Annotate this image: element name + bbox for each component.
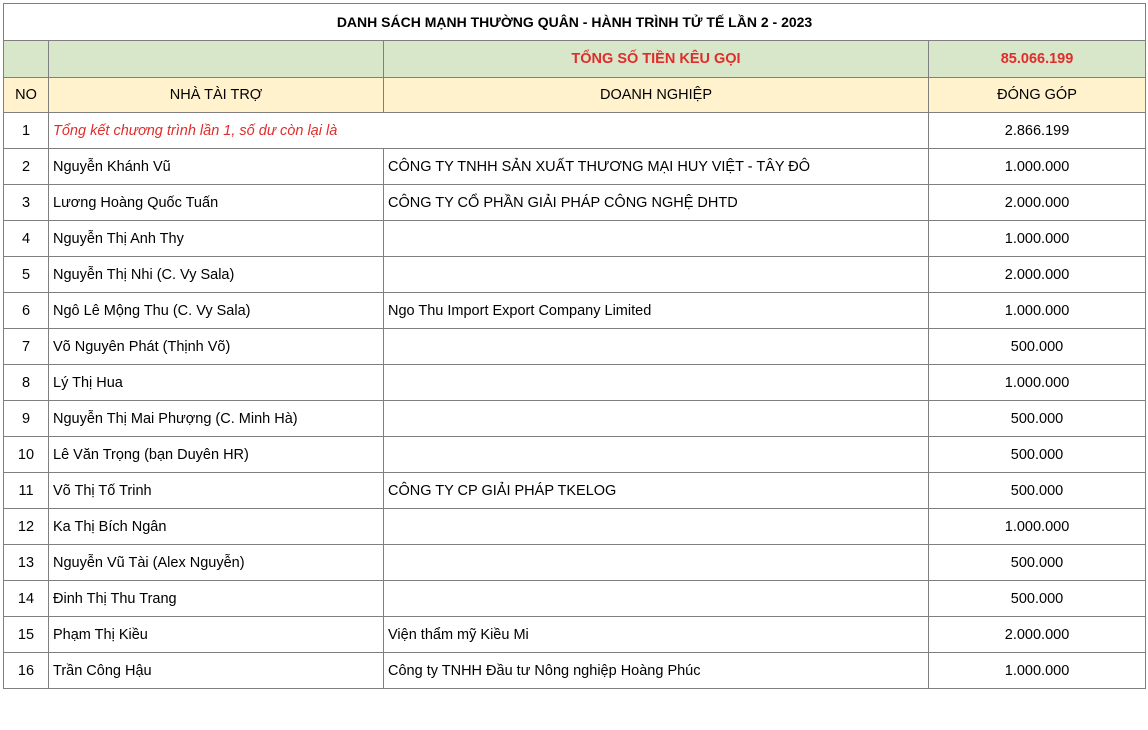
amount-cell[interactable]: 1.000.000 [929, 293, 1146, 329]
amount-cell[interactable]: 1.000.000 [929, 653, 1146, 689]
row-number[interactable]: 6 [4, 293, 49, 329]
table-row [4, 545, 1146, 581]
company-cell[interactable] [384, 437, 929, 473]
sponsor-table [3, 3, 1146, 689]
table-row [4, 221, 1146, 257]
amount-cell[interactable]: 1.000.000 [929, 221, 1146, 257]
amount-cell[interactable]: 2.000.000 [929, 257, 1146, 293]
amount-cell[interactable]: 2.000.000 [929, 617, 1146, 653]
company-cell[interactable]: Viện thẩm mỹ Kiều Mi [384, 617, 929, 653]
title-row [4, 4, 1146, 41]
row-number[interactable]: 1 [4, 113, 49, 149]
table-row [4, 617, 1146, 653]
summary-cell-sponsor[interactable] [49, 41, 384, 78]
amount-cell[interactable]: 500.000 [929, 581, 1146, 617]
amount-cell[interactable]: 2.000.000 [929, 185, 1146, 221]
row-number[interactable]: 9 [4, 401, 49, 437]
row-number[interactable]: 4 [4, 221, 49, 257]
table-row [4, 113, 1146, 149]
sponsor-name-cell[interactable]: Phạm Thị Kiều [49, 617, 384, 653]
row-number[interactable]: 16 [4, 653, 49, 689]
sponsor-name-cell[interactable]: Đinh Thị Thu Trang [49, 581, 384, 617]
sponsor-name-cell[interactable]: Nguyễn Thị Anh Thy [49, 221, 384, 257]
table-row [4, 185, 1146, 221]
table-row [4, 257, 1146, 293]
table-row [4, 365, 1146, 401]
column-header-company[interactable]: DOANH NGHIỆP [384, 78, 929, 113]
row-number[interactable]: 11 [4, 473, 49, 509]
sponsor-name-cell[interactable]: Võ Thị Tố Trinh [49, 473, 384, 509]
row-number[interactable]: 14 [4, 581, 49, 617]
amount-cell[interactable]: 1.000.000 [929, 365, 1146, 401]
table-row [4, 581, 1146, 617]
sponsor-table-body [4, 4, 1146, 689]
table-row [4, 653, 1146, 689]
company-cell[interactable] [384, 365, 929, 401]
sponsor-name-cell[interactable]: Ka Thị Bích Ngân [49, 509, 384, 545]
table-row [4, 149, 1146, 185]
company-cell[interactable]: Công ty TNHH Đầu tư Nông nghiệp Hoàng Phúc [384, 653, 929, 689]
header-row [4, 78, 1146, 113]
row-number[interactable]: 15 [4, 617, 49, 653]
company-cell[interactable] [384, 509, 929, 545]
summary-cell-no[interactable] [4, 41, 49, 78]
table-row [4, 473, 1146, 509]
column-header-no[interactable]: NO [4, 78, 49, 113]
company-cell[interactable] [384, 329, 929, 365]
company-cell[interactable]: Ngo Thu Import Export Company Limited [384, 293, 929, 329]
sponsor-name-cell[interactable]: Lý Thị Hua [49, 365, 384, 401]
company-cell[interactable]: CÔNG TY TNHH SẢN XUẤT THƯƠNG MẠI HUY VIỆT - TÂY ĐÔ [384, 149, 929, 185]
amount-cell[interactable]: 1.000.000 [929, 149, 1146, 185]
amount-cell[interactable]: 500.000 [929, 473, 1146, 509]
company-cell[interactable] [384, 221, 929, 257]
row-number[interactable]: 3 [4, 185, 49, 221]
total-amount[interactable]: 85.066.199 [929, 41, 1146, 78]
sheet-title[interactable]: DANH SÁCH MẠNH THƯỜNG QUÂN - HÀNH TRÌNH TỬ TẾ LẦN 2 - 2023 [4, 4, 1146, 41]
table-row [4, 509, 1146, 545]
sponsor-name-cell[interactable]: Nguyễn Thị Mai Phượng (C. Minh Hà) [49, 401, 384, 437]
sponsor-name-cell[interactable]: Võ Nguyên Phát (Thịnh Võ) [49, 329, 384, 365]
row-number[interactable]: 5 [4, 257, 49, 293]
table-row [4, 329, 1146, 365]
row-number[interactable]: 8 [4, 365, 49, 401]
carryover-note-cell[interactable]: Tổng kết chương trình lần 1, số dư còn lại là [49, 113, 929, 149]
sponsor-name-cell[interactable]: Lương Hoàng Quốc Tuấn [49, 185, 384, 221]
row-number[interactable]: 7 [4, 329, 49, 365]
sponsor-name-cell[interactable]: Trần Công Hậu [49, 653, 384, 689]
carryover-amount[interactable]: 2.866.199 [929, 113, 1146, 149]
amount-cell[interactable]: 500.000 [929, 437, 1146, 473]
row-number[interactable]: 13 [4, 545, 49, 581]
company-cell[interactable]: CÔNG TY CỔ PHẦN GIẢI PHÁP CÔNG NGHỆ DHTD [384, 185, 929, 221]
sponsor-name-cell[interactable]: Nguyễn Khánh Vũ [49, 149, 384, 185]
amount-cell[interactable]: 500.000 [929, 329, 1146, 365]
row-number[interactable]: 12 [4, 509, 49, 545]
table-row [4, 401, 1146, 437]
summary-row [4, 41, 1146, 78]
amount-cell[interactable]: 500.000 [929, 545, 1146, 581]
sponsor-name-cell[interactable]: Nguyễn Vũ Tài (Alex Nguyễn) [49, 545, 384, 581]
company-cell[interactable] [384, 401, 929, 437]
company-cell[interactable]: CÔNG TY CP GIẢI PHÁP TKELOG [384, 473, 929, 509]
table-row [4, 437, 1146, 473]
sponsor-name-cell[interactable]: Nguyễn Thị Nhi (C. Vy Sala) [49, 257, 384, 293]
column-header-amount[interactable]: ĐÓNG GÓP [929, 78, 1146, 113]
sponsor-name-cell[interactable]: Lê Văn Trọng (bạn Duyên HR) [49, 437, 384, 473]
column-header-sponsor[interactable]: NHÀ TÀI TRỢ [49, 78, 384, 113]
company-cell[interactable] [384, 257, 929, 293]
row-number[interactable]: 10 [4, 437, 49, 473]
amount-cell[interactable]: 1.000.000 [929, 509, 1146, 545]
company-cell[interactable] [384, 581, 929, 617]
company-cell[interactable] [384, 545, 929, 581]
sponsor-name-cell[interactable]: Ngô Lê Mộng Thu (C. Vy Sala) [49, 293, 384, 329]
total-label[interactable]: TỔNG SỐ TIỀN KÊU GỌI [384, 41, 929, 78]
table-row [4, 293, 1146, 329]
amount-cell[interactable]: 500.000 [929, 401, 1146, 437]
row-number[interactable]: 2 [4, 149, 49, 185]
